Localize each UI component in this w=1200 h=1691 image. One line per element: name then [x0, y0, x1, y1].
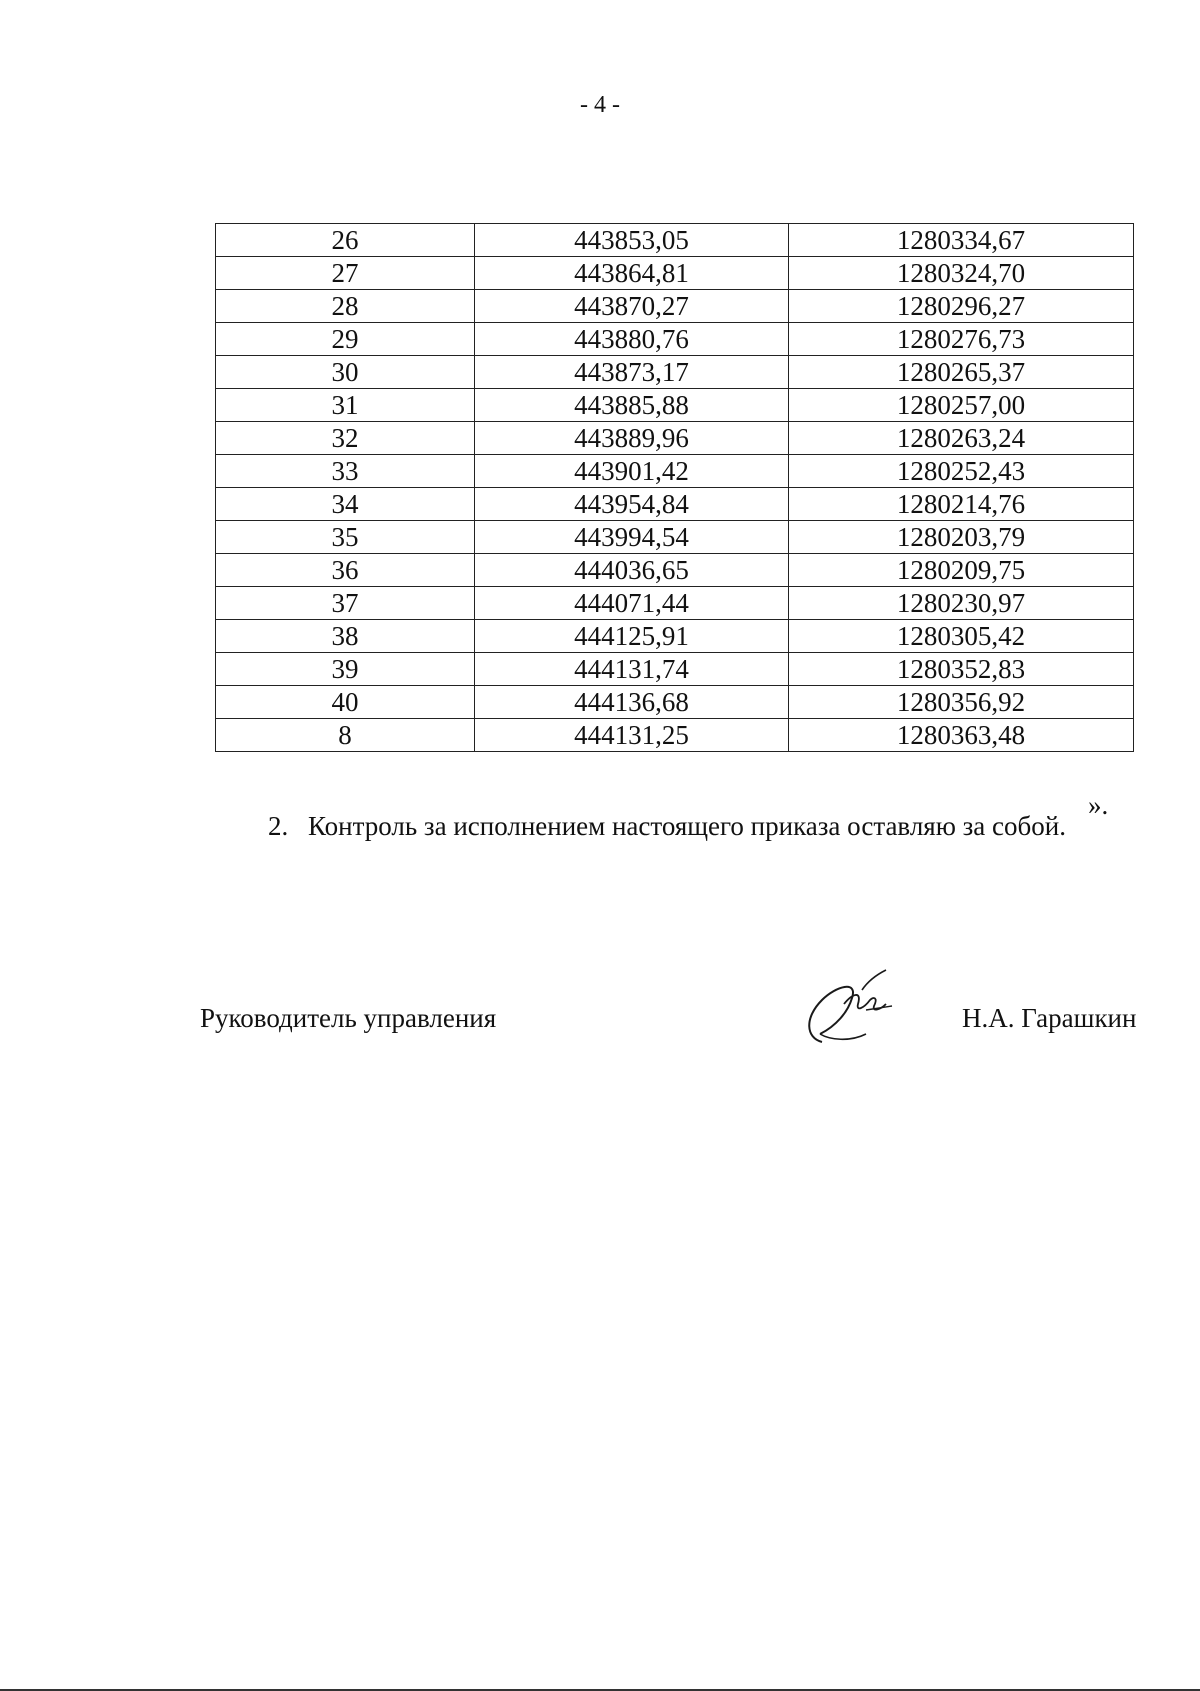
point-number-cell: 39: [216, 653, 475, 686]
table-row: [216, 389, 1134, 422]
y-coordinate-cell: 1280352,83: [789, 653, 1134, 686]
paragraph-text: Контроль за исполнением настоящего приказа оставляю за собой.: [308, 811, 1066, 841]
x-coordinate-cell: 443994,54: [475, 521, 789, 554]
coordinates-table-body: [216, 224, 1134, 752]
point-number-cell: 32: [216, 422, 475, 455]
control-paragraph: [268, 811, 1066, 842]
y-coordinate-cell: 1280252,43: [789, 455, 1134, 488]
x-coordinate-cell: 443853,05: [475, 224, 789, 257]
x-coordinate-cell: 443864,81: [475, 257, 789, 290]
point-number-cell: 36: [216, 554, 475, 587]
x-coordinate-cell: 443901,42: [475, 455, 789, 488]
table-row: [216, 554, 1134, 587]
x-coordinate-cell: 444071,44: [475, 587, 789, 620]
table-row: [216, 488, 1134, 521]
point-number-cell: 27: [216, 257, 475, 290]
table-row: [216, 224, 1134, 257]
x-coordinate-cell: 443870,27: [475, 290, 789, 323]
point-number-cell: 28: [216, 290, 475, 323]
y-coordinate-cell: 1280334,67: [789, 224, 1134, 257]
point-number-cell: 8: [216, 719, 475, 752]
table-row: [216, 686, 1134, 719]
signer-position: Руководитель управления: [200, 1003, 497, 1033]
table-row: [216, 257, 1134, 290]
x-coordinate-cell: 444131,25: [475, 719, 789, 752]
table-row: [216, 620, 1134, 653]
y-coordinate-cell: 1280203,79: [789, 521, 1134, 554]
y-coordinate-cell: 1280265,37: [789, 356, 1134, 389]
paragraph-number: 2.: [268, 811, 289, 841]
x-coordinate-cell: 443885,88: [475, 389, 789, 422]
closing-quote: ».: [1088, 790, 1109, 820]
y-coordinate-cell: 1280305,42: [789, 620, 1134, 653]
point-number-cell: 35: [216, 521, 475, 554]
y-coordinate-cell: 1280276,73: [789, 323, 1134, 356]
table-row: [216, 422, 1134, 455]
x-coordinate-cell: 443873,17: [475, 356, 789, 389]
point-number-cell: 29: [216, 323, 475, 356]
table-row: [216, 290, 1134, 323]
point-number-cell: 37: [216, 587, 475, 620]
x-coordinate-cell: 444131,74: [475, 653, 789, 686]
y-coordinate-cell: 1280324,70: [789, 257, 1134, 290]
y-coordinate-cell: 1280296,27: [789, 290, 1134, 323]
table-row: [216, 653, 1134, 686]
table-row: [216, 521, 1134, 554]
point-number-cell: 26: [216, 224, 475, 257]
y-coordinate-cell: 1280214,76: [789, 488, 1134, 521]
y-coordinate-cell: 1280230,97: [789, 587, 1134, 620]
y-coordinate-cell: 1280263,24: [789, 422, 1134, 455]
point-number-cell: 33: [216, 455, 475, 488]
handwritten-signature: [800, 968, 910, 1048]
point-number-cell: 31: [216, 389, 475, 422]
y-coordinate-cell: 1280257,00: [789, 389, 1134, 422]
point-number-cell: 38: [216, 620, 475, 653]
table-row: [216, 719, 1134, 752]
point-number-cell: 34: [216, 488, 475, 521]
point-number-cell: 30: [216, 356, 475, 389]
x-coordinate-cell: 444125,91: [475, 620, 789, 653]
x-coordinate-cell: 444036,65: [475, 554, 789, 587]
table-row: [216, 455, 1134, 488]
point-number-cell: 40: [216, 686, 475, 719]
page-number: - 4 -: [580, 92, 620, 118]
x-coordinate-cell: 444136,68: [475, 686, 789, 719]
x-coordinate-cell: 443889,96: [475, 422, 789, 455]
signer-name: Н.А. Гарашкин: [962, 1003, 1137, 1033]
y-coordinate-cell: 1280363,48: [789, 719, 1134, 752]
coordinates-table: [215, 223, 1134, 752]
y-coordinate-cell: 1280209,75: [789, 554, 1134, 587]
x-coordinate-cell: 443880,76: [475, 323, 789, 356]
table-row: [216, 356, 1134, 389]
x-coordinate-cell: 443954,84: [475, 488, 789, 521]
table-row: [216, 323, 1134, 356]
table-row: [216, 587, 1134, 620]
y-coordinate-cell: 1280356,92: [789, 686, 1134, 719]
